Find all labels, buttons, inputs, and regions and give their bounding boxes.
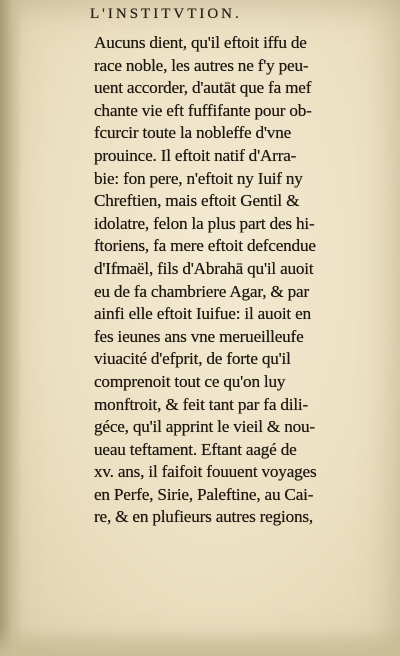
text-line: ainfi elle eftoit Iuifue: il auoit en xyxy=(94,304,311,324)
text-line: re, & en plufieurs autres regions, xyxy=(94,507,313,527)
text-line: ftoriens, fa mere eftoit defcendue xyxy=(94,236,316,256)
text-line: Aucuns dient, qu'il eftoit iffu de xyxy=(94,33,307,52)
text-line: comprenoit tout ce qu'on luy xyxy=(94,371,286,391)
text-line: chante vie eft fuffifante pour ob- xyxy=(94,100,312,120)
body-text xyxy=(94,32,394,529)
text-line: xv. ans, il faifoit fouuent voyages xyxy=(94,462,317,482)
text-line: géce, qu'il apprint le vieil & nou- xyxy=(94,417,315,437)
text-line: bie: fon pere, n'eftoit ny Iuif ny xyxy=(94,168,303,188)
text-line: race noble, les autres ne f'y peu- xyxy=(94,55,309,75)
text-line: fes ieunes ans vne merueilleufe xyxy=(94,326,304,346)
page-gutter xyxy=(0,0,22,656)
running-head: L'INSTITVTION. xyxy=(90,6,242,22)
text-line: d'Ifmaël, fils d'Abrahā qu'il auoit xyxy=(94,258,314,278)
text-line: monftroit, & feit tant par fa dili- xyxy=(94,394,308,414)
text-line: prouince. Il eftoit natif d'Arra- xyxy=(94,145,297,165)
text-line: en Perfe, Sirie, Paleftine, au Cai- xyxy=(94,484,314,504)
page-bottom-edge xyxy=(0,628,400,656)
text-line: eu de fa chambriere Agar, & par xyxy=(94,281,310,301)
text-line: Chreftien, mais eftoit Gentil & xyxy=(94,191,300,211)
text-line: uent accorder, d'autāt que fa mef xyxy=(94,78,312,98)
text-line: fcurcir toute la nobleffe d'vne xyxy=(94,123,292,143)
text-line: viuacité d'efprit, de forte qu'il xyxy=(94,349,291,369)
text-line: ueau teftament. Eftant aagé de xyxy=(94,439,297,459)
text-line: idolatre, felon la plus part des hi- xyxy=(94,213,315,233)
